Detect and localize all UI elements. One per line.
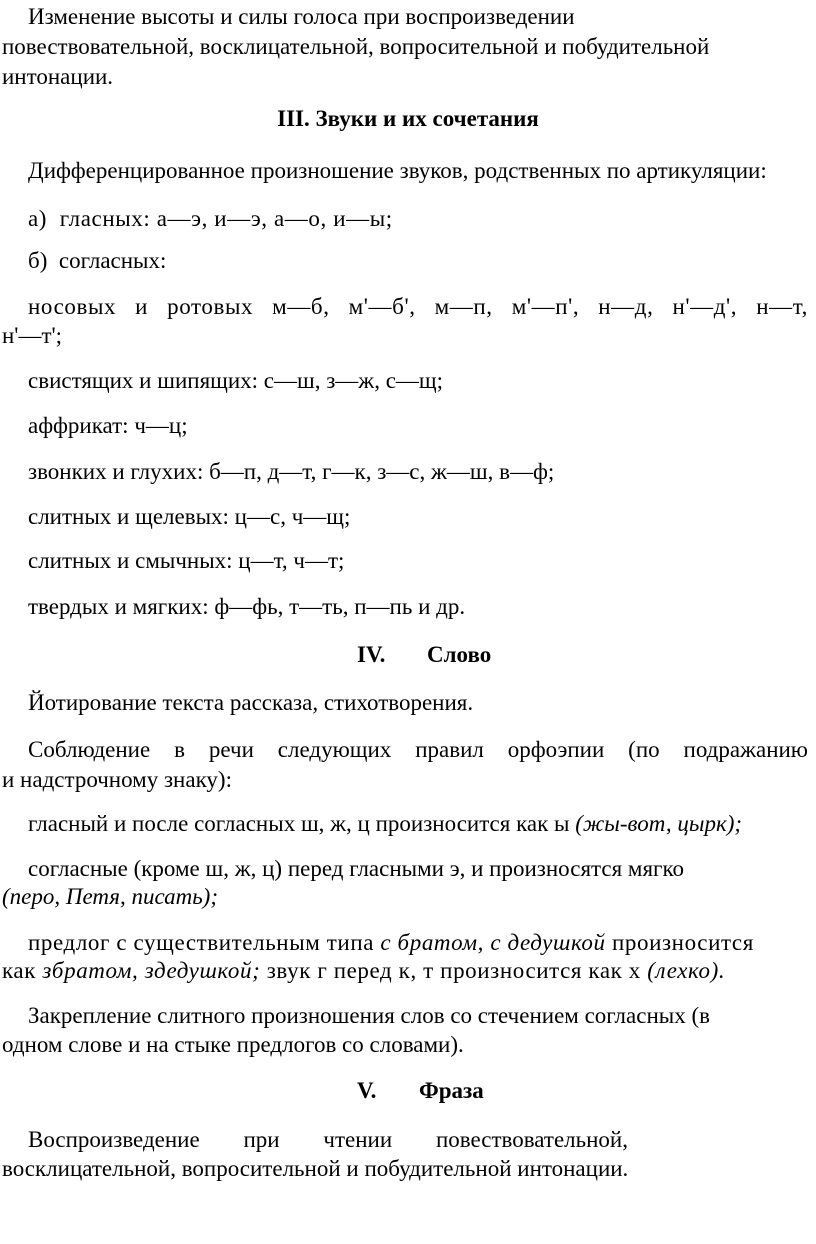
section-5-title: Фраза bbox=[419, 1078, 484, 1103]
affricates-item: аффрикат: ч—ц; bbox=[28, 413, 188, 438]
consonants-item: б) согласных: bbox=[28, 248, 167, 273]
fused-stop-item: слитных и смычных: ц—т, ч—т; bbox=[28, 548, 345, 573]
rule-3-example-a: с братом, с дедушкой bbox=[380, 930, 606, 955]
cluster-line-2: одном слове и на стыке предлогов со словами). bbox=[2, 1032, 464, 1057]
rule-1-example: (жы-вот, цырк); bbox=[575, 811, 743, 836]
intro-line-3: интонации. bbox=[2, 64, 114, 89]
section-3-heading: III. Звуки и их сочетания bbox=[277, 106, 539, 131]
differentiation-paragraph: Дифференцированное произношение звуков, родственных по артикуляции: bbox=[28, 158, 767, 183]
intro-line-2: повествовательной, восклицательной, вопросительной и побудительной bbox=[2, 34, 710, 59]
rule-3-line-2 bbox=[0, 956, 816, 986]
reproduction-line-2: восклицательной, вопросительной и побудительной интонации. bbox=[2, 1156, 629, 1181]
rule-3-text-c: как bbox=[2, 958, 43, 983]
rule-3-example-c: (лехко). bbox=[647, 958, 726, 983]
section-4-number: IV. bbox=[357, 642, 386, 667]
intro-line-1: Изменение высоты и силы голоса при воспроизведении bbox=[28, 4, 575, 29]
rule-1 bbox=[0, 809, 816, 839]
rule-1-text: гласный и после согласных ш, ж, ц произносится как ы bbox=[28, 811, 576, 836]
voiced-voiceless-item: звонких и глухих: б—п, д—т, г—к, з—с, ж—ш, в—ф; bbox=[28, 459, 555, 484]
rule-3-text-b: произносится bbox=[605, 930, 754, 955]
rule-3-line-1 bbox=[0, 928, 816, 958]
cluster-line-1: Закрепление слитного произношения слов со стечением согласных (в bbox=[28, 1003, 710, 1028]
hard-soft-item: твердых и мягких: ф—фь, т—ть, п—пь и др. bbox=[28, 594, 466, 619]
iotation-paragraph: Йотирование текста рассказа, стихотворения. bbox=[28, 690, 474, 715]
rule-2-example: (перо, Петя, писать); bbox=[2, 884, 218, 909]
fused-fricative-item: слитных и щелевых: ц—с, ч—щ; bbox=[28, 504, 351, 529]
orthoepy-line-2: и надстрочному знаку): bbox=[2, 767, 232, 792]
rule-2-line-1: согласные (кроме ш, ж, ц) перед гласными э, и произносятся мягко bbox=[28, 856, 684, 881]
whistling-hissing-item: свистящих и шипящих: с—ш, з—ж, с—щ; bbox=[28, 368, 444, 393]
rule-3-example-b: збратом, здедушкой; bbox=[42, 958, 261, 983]
section-4-title: Слово bbox=[427, 642, 492, 667]
section-5-number: V. bbox=[357, 1078, 377, 1103]
rule-3-text-d: звук г перед к, т произносится как х bbox=[260, 958, 648, 983]
vowels-item: а) гласных: а—э, и—э, а—о, и—ы; bbox=[28, 206, 393, 231]
nasal-oral-line-1: носовых и ротовых м—б, м'—б', м—п, м'—п', н—д, н'—д', н—т, bbox=[28, 294, 808, 319]
orthoepy-line-1: Соблюдение в речи следующих правил орфоэпии (по подражанию bbox=[28, 737, 808, 762]
rule-2-line-2 bbox=[0, 882, 816, 912]
nasal-oral-line-2: н'—т'; bbox=[2, 323, 63, 348]
rule-3-text-a: предлог с существительным типа bbox=[28, 930, 381, 955]
reproduction-line-1: Воспроизведение при чтении повествовательной, bbox=[28, 1127, 628, 1152]
